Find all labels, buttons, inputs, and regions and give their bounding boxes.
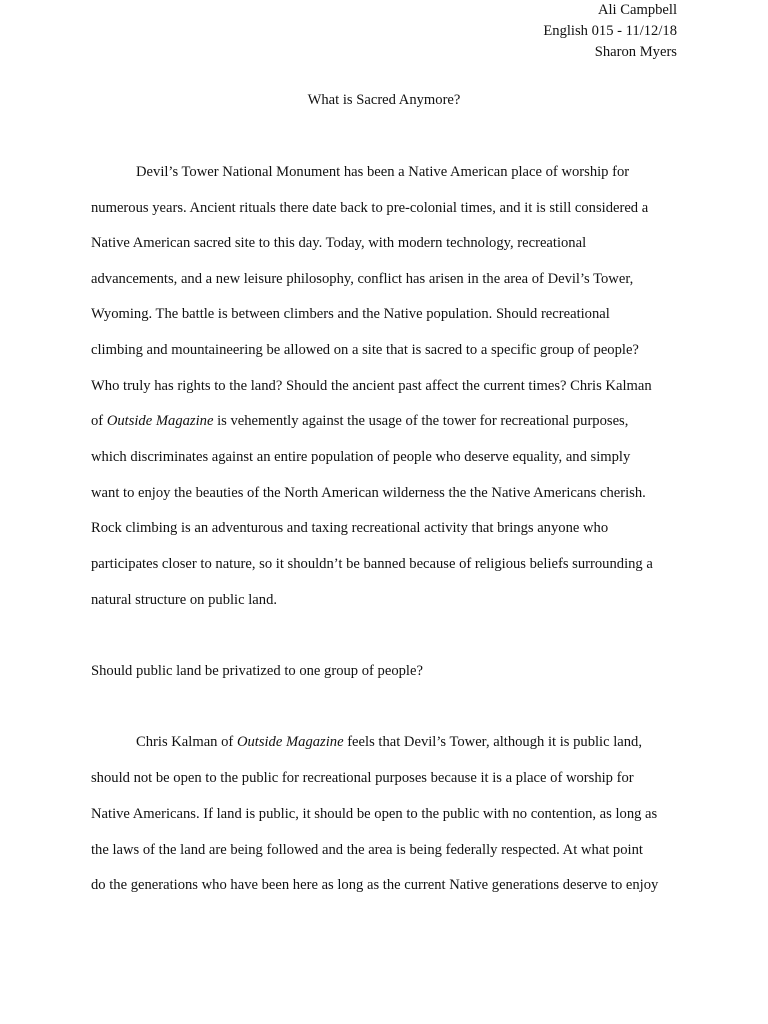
text-fragment: of <box>91 413 107 429</box>
paragraph-line: participates closer to nature, so it shouldn’t be banned because of religious beliefs surrounding a <box>91 556 653 572</box>
essay-title: What is Sacred Anymore? <box>307 92 461 108</box>
author-name: Ali Campbell <box>597 2 677 18</box>
paragraph-line: Devil’s Tower National Monument has been a Native American place of worship for <box>136 164 630 180</box>
paragraph-line: Native Americans. If land is public, it should be open to the public with no contention, as long as <box>91 806 658 822</box>
paragraph-line: want to enjoy the beauties of the North American wilderness the the Native Americans cherish. <box>91 485 646 501</box>
paragraph-line: Rock climbing is an adventurous and taxing recreational activity that brings anyone who <box>91 520 609 536</box>
paragraph-line: do the generations who have been here as long as the current Native generations deserve to enjoy <box>91 877 659 893</box>
header-block <box>543 0 677 63</box>
paragraph-line <box>91 413 628 430</box>
publication-title: Outside Magazine <box>236 734 344 750</box>
text-fragment: feels that Devil’s Tower, although it is public land, <box>343 734 643 750</box>
text-fragment: Chris Kalman of <box>136 734 237 750</box>
paragraph-line: Who truly has rights to the land? Should the ancient past affect the current times? Chris Kalman <box>91 378 652 394</box>
paragraph-line: which discriminates against an entire population of people who deserve equality, and simply <box>91 449 631 465</box>
paragraph-line: advancements, and a new leisure philosophy, conflict has arisen in the area of Devil’s Tower, <box>91 271 634 287</box>
text-fragment: is vehemently against the usage of the tower for recreational purposes, <box>213 413 629 429</box>
paragraph-line: natural structure on public land. <box>91 592 278 608</box>
paragraph-line <box>136 734 642 751</box>
paragraph-line: numerous years. Ancient rituals there date back to pre-colonial times, and it is still considered a <box>91 200 649 216</box>
course-date: English 015 - 11/12/18 <box>543 23 677 39</box>
paragraph-line: Native American sacred site to this day. Today, with modern technology, recreational <box>91 235 587 251</box>
section-heading: Should public land be privatized to one group of people? <box>91 663 423 679</box>
paragraph-line: Wyoming. The battle is between climbers and the Native population. Should recreational <box>91 306 610 322</box>
paragraph-line: should not be open to the public for recreational purposes because it is a place of worship for <box>91 770 634 786</box>
publication-title: Outside Magazine <box>106 413 214 429</box>
paragraph-line: the laws of the land are being followed and the area is being federally respected. At what point <box>91 842 643 858</box>
paragraph-line: climbing and mountaineering be allowed on a site that is sacred to a specific group of people? <box>91 342 639 358</box>
instructor-name: Sharon Myers <box>594 44 677 60</box>
